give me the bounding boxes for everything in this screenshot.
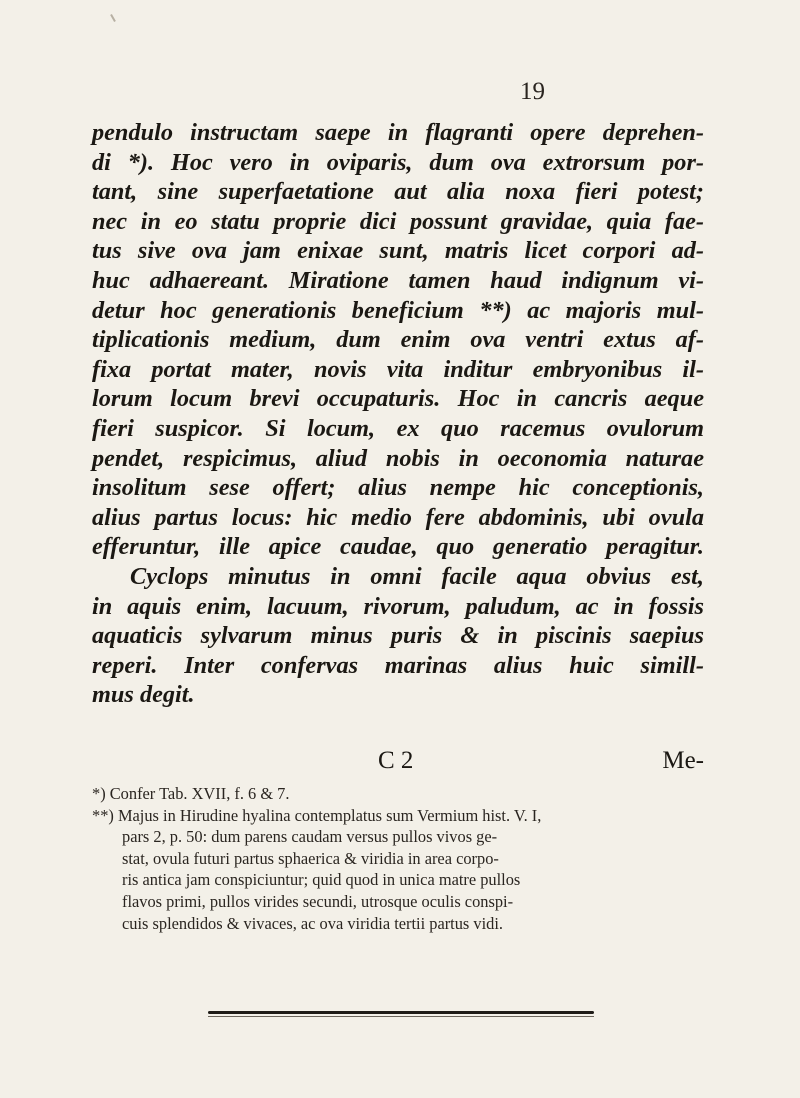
text-line: insolitum sese offert; alius nempe hic conceptionis,: [92, 474, 704, 502]
text-line: Cyclops minutus in omni facile aqua obvius est,: [130, 562, 704, 590]
footnote-line: flavos primi, pullos virides secundi, utrosque oculis conspi-: [122, 891, 514, 911]
footnote-line: *) Confer Tab. XVII, f. 6 & 7.: [92, 784, 290, 803]
footnote-line: ris antica jam conspiciuntur; quid quod in unica matre pullos: [122, 870, 521, 890]
signature-row: [92, 747, 704, 779]
text-line: efferuntur, ille apice caudae, quo generatio peragitur.: [92, 533, 704, 561]
ornamental-rule-thin: [208, 1016, 594, 1017]
text-line: alius partus locus: hic medio fere abdominis, ubi ovula: [92, 503, 704, 531]
stray-mark: [110, 14, 116, 22]
ornamental-rule: [208, 1011, 594, 1014]
text-line: in aquis enim, lacuum, rivorum, paludum, ac in fossis: [92, 592, 704, 620]
text-line: tus sive ova jam enixae sunt, matris licet corpori ad-: [92, 237, 704, 265]
signature-mark: C 2: [378, 747, 414, 774]
text-line: nec in eo statu proprie dici possunt gravidae, quia fae-: [92, 207, 704, 235]
page-number: 19: [520, 78, 545, 105]
text-line: huc adhaereant. Miratione tamen haud indignum vi-: [92, 266, 704, 294]
text-line: reperi. Inter confervas marinas alius huic simill-: [92, 651, 704, 679]
footnotes: [92, 783, 704, 934]
footnote-line: stat, ovula futuri partus sphaerica & viridia in area corpo-: [122, 848, 499, 868]
text-line: mus degit.: [92, 681, 195, 709]
text-line: pendulo instructam saepe in flagranti opere deprehen-: [92, 119, 704, 146]
text-line: tant, sine superfaetatione aut alia noxa fieri potest;: [92, 178, 704, 206]
text-line: fixa portat mater, novis vita inditur embryonibus il-: [92, 355, 704, 383]
text-line: pendet, respicimus, aliud nobis in oeconomia naturae: [92, 444, 704, 472]
text-line: aquaticis sylvarum minus puris & in piscinis saepius: [92, 622, 704, 650]
text-line: fieri suspicor. Si locum, ex quo racemus ovulorum: [92, 414, 704, 442]
footnote-line: pars 2, p. 50: dum parens caudam versus pullos vivos ge-: [122, 827, 498, 847]
footnote-line: cuis splendidos & vivaces, ac ova viridia tertii partus vidi.: [122, 913, 503, 933]
text-line: detur hoc generationis beneficium **) ac majoris mul-: [92, 296, 704, 324]
catchword: Me-: [662, 747, 704, 774]
text-line: di *). Hoc vero in oviparis, dum ova extrorsum por-: [92, 148, 704, 176]
text-line: lorum locum brevi occupaturis. Hoc in cancris aeque: [92, 385, 704, 413]
footnote-line: **) Majus in Hirudine hyalina contemplatus sum Vermium hist. V. I,: [92, 805, 542, 825]
text-line: tiplicationis medium, dum enim ova ventri extus af-: [92, 326, 704, 354]
main-text: [92, 118, 704, 710]
